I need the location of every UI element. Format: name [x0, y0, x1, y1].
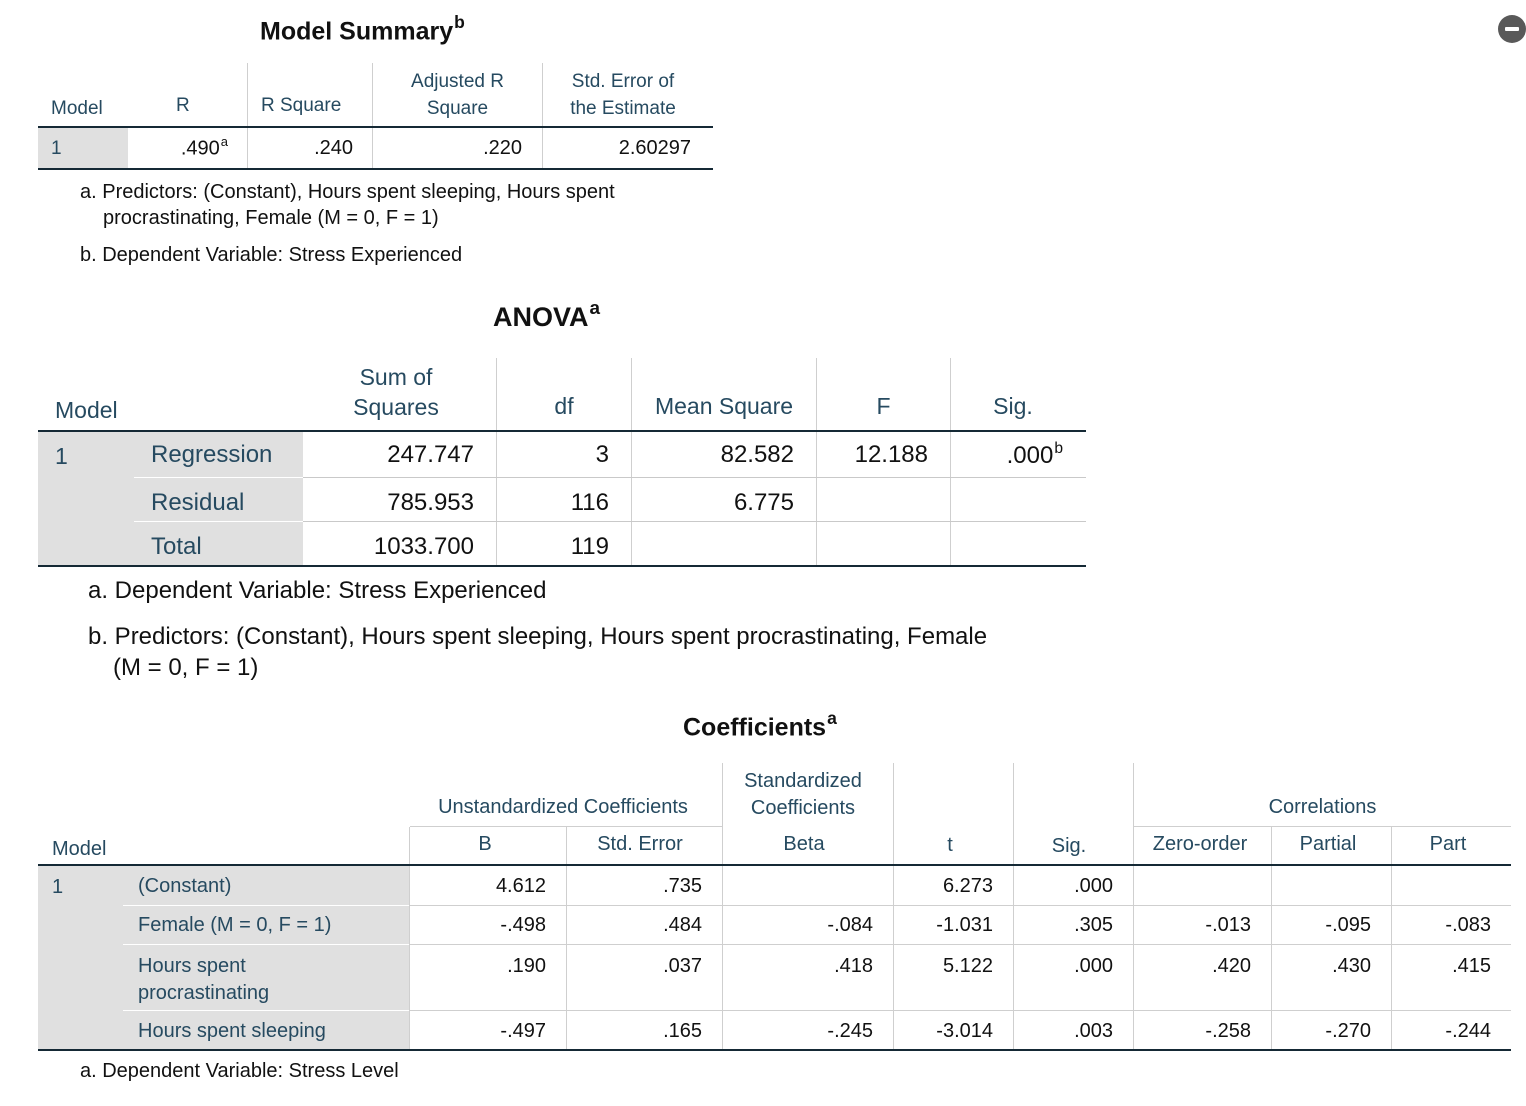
cell-part: .415: [1452, 955, 1491, 977]
cell-sig: .305: [1074, 914, 1113, 936]
cell-ss: 1033.700: [373, 533, 474, 560]
cell-b: 4.612: [495, 875, 546, 897]
cell-beta: -.245: [827, 1020, 873, 1042]
cell-adjusted-r-square: .220: [483, 137, 522, 159]
col-header-r-square: R Square: [261, 95, 342, 116]
cell-se: .165: [663, 1020, 702, 1042]
cell-ms: 6.775: [733, 489, 794, 516]
col-header-model: Model: [52, 838, 107, 860]
row-label-total: Total: [151, 533, 202, 560]
cell-beta: .418: [834, 955, 873, 977]
col-header-b: B: [478, 833, 492, 855]
cell-se: .037: [663, 955, 702, 977]
cell-sig: .000: [1074, 875, 1113, 897]
col-header-standardized: Standardized Coefficients: [744, 770, 862, 819]
row-label-female: Female (M = 0, F = 1): [138, 914, 332, 936]
cell-partial: -.095: [1325, 914, 1371, 936]
col-header-zero-order: Zero-order: [1152, 833, 1248, 855]
cell-r-square: .240: [314, 137, 353, 159]
cell-sig: .000: [1074, 955, 1113, 977]
col-header-unstandardized: Unstandardized Coefficients: [438, 796, 688, 818]
col-header-mean-square: Mean Square: [654, 393, 794, 419]
row-label-residual: Residual: [151, 489, 245, 516]
cell-sig: .003: [1074, 1020, 1113, 1042]
coefficients-title: Coefficients$^a$: [683, 708, 837, 742]
col-header-sig: Sig.: [993, 393, 1033, 419]
cell-b: -.497: [500, 1020, 546, 1042]
cell-t: 6.273: [942, 875, 993, 897]
row-label-procrastinating: Hours spent procrastinating: [138, 955, 270, 1004]
cell-beta: -.084: [827, 914, 873, 936]
model-summary-note-b: b. Dependent Variable: Stress Experienced: [80, 244, 463, 266]
row-label-constant: (Constant): [138, 875, 232, 897]
row-model: 1: [52, 876, 64, 898]
col-header-beta: Beta: [783, 833, 825, 855]
cell-std-error: 2.60297: [618, 137, 691, 159]
col-header-t: t: [947, 834, 953, 856]
col-header-sig: Sig.: [1051, 835, 1087, 857]
cell-zero-order: -.258: [1205, 1020, 1251, 1042]
row-label-sleeping: Hours spent sleeping: [138, 1020, 326, 1042]
cell-zero-order: -.013: [1205, 914, 1251, 936]
cell-se: .735: [663, 875, 702, 897]
cell-part: -.083: [1445, 914, 1491, 936]
collapse-button[interactable]: [1498, 15, 1526, 43]
cell-f: 12.188: [854, 441, 928, 468]
cell-t: -3.014: [936, 1020, 993, 1042]
cell-t: -1.031: [936, 914, 993, 936]
col-header-correlations: Correlations: [1268, 796, 1377, 818]
anova-note-a: a. Dependent Variable: Stress Experienced: [88, 577, 547, 604]
cell-b: -.498: [500, 914, 546, 936]
cell-zero-order: .420: [1212, 955, 1251, 977]
model-summary-title: Model Summary$^b$: [260, 12, 465, 46]
coefficients-note-a: a. Dependent Variable: Stress Level: [80, 1060, 399, 1082]
anova-title: ANOVA$^a$: [493, 298, 601, 332]
cell-ss: 247.747: [387, 441, 474, 468]
col-header-std-error: Std. Error: [597, 833, 683, 855]
cell-df: 119: [570, 533, 609, 560]
cell-ss: 785.953: [387, 489, 474, 516]
cell-partial: .430: [1332, 955, 1371, 977]
cell-df: 3: [595, 441, 609, 468]
row-model: 1: [51, 138, 62, 159]
cell-ms: 82.582: [720, 441, 794, 468]
cell-part: -.244: [1445, 1020, 1491, 1042]
col-header-f: F: [876, 393, 891, 419]
col-header-df: df: [554, 393, 574, 419]
cell-b: .190: [507, 955, 546, 977]
row-label-regression: Regression: [151, 441, 273, 468]
model-summary-note-a: a. Predictors: (Constant), Hours spent sleeping, Hours spent procrastinating, Female (M = 0, F = 1): [80, 181, 615, 229]
col-header-adjusted-r-square: Adjusted R Square: [411, 71, 504, 119]
cell-t: 5.122: [942, 955, 993, 977]
row-model: 1: [55, 443, 68, 469]
cell-df: 116: [570, 489, 609, 516]
cell-sig: .000$^b$: [1006, 440, 1063, 469]
col-header-model: Model: [51, 98, 103, 119]
anova-note-b: b. Predictors: (Constant), Hours spent sleeping, Hours spent procrastinating, Female (M = 0, F = 1): [88, 623, 988, 681]
cell-partial: -.270: [1325, 1020, 1371, 1042]
col-header-r: R: [176, 95, 190, 116]
cell-se: .484: [663, 914, 702, 936]
cell-r: .490$^a$: [180, 134, 228, 160]
col-header-std-error: Std. Error of the Estimate: [570, 71, 676, 119]
col-header-partial: Partial: [1299, 833, 1357, 855]
col-header-sum-of-squares: Sum of Squares: [353, 364, 439, 420]
col-header-part: Part: [1429, 833, 1467, 855]
col-header-model: Model: [55, 397, 118, 423]
